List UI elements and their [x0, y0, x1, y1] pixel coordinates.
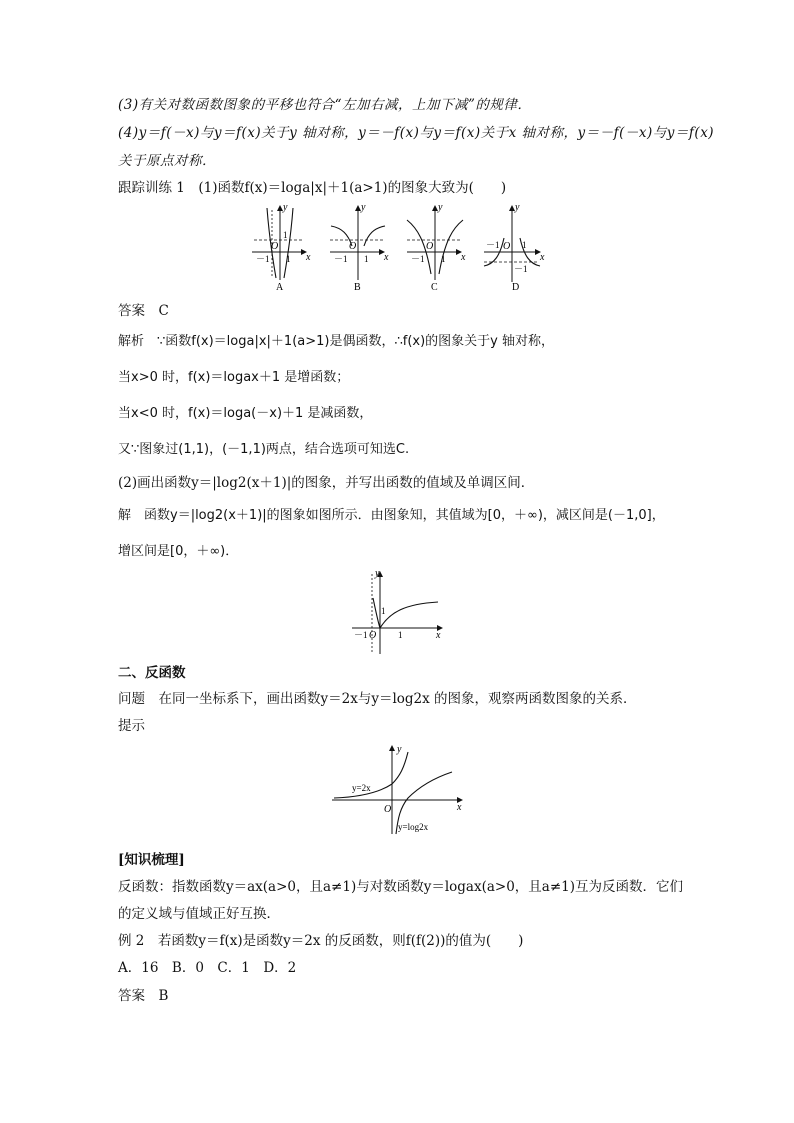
svg-text:x: x — [384, 252, 389, 263]
svg-text:1: 1 — [286, 254, 291, 264]
svg-text:O: O — [349, 241, 357, 252]
abs-log-graph — [350, 568, 450, 656]
definition-1: 反函数：指数函数y＝ax(a>0，且a≠1)与对数函数y＝logax(a>0，且a≠1)互为反函数．它们 — [118, 879, 684, 895]
svg-text:1: 1 — [381, 606, 386, 616]
svg-text:－1: －1 — [334, 254, 348, 264]
svg-text:1: 1 — [522, 240, 527, 250]
svg-text:x: x — [457, 802, 462, 813]
note-4-cont: 关于原点对称． — [118, 153, 216, 169]
note-3: (3)有关对数函数图象的平移也符合“左加右减，上加下减”的规律． — [118, 97, 532, 113]
svg-text:1: 1 — [441, 254, 446, 264]
analysis-2: 当x>0 时，f(x)＝logax＋1 是增函数； — [118, 370, 350, 385]
svg-text:－1: －1 — [354, 630, 368, 640]
option-b-label: B — [354, 282, 361, 293]
definition-2: 的定义域与值域正好互换． — [118, 906, 280, 922]
svg-text:1: 1 — [364, 254, 369, 264]
inverse-functions-graph — [330, 742, 470, 837]
svg-text:O: O — [503, 241, 511, 252]
option-a-label: A — [276, 282, 284, 293]
svg-text:y: y — [397, 744, 402, 755]
section-title: 二、反函数 — [118, 665, 186, 681]
solution-2: 增区间是[0，＋∞)． — [118, 544, 239, 559]
solution-1: 解 函数y＝|log2(x＋1)|的图象如图所示．由图象知，其值域为[0，＋∞)，减区间是(－1,0]， — [118, 508, 665, 523]
svg-text:O: O — [426, 241, 434, 252]
analysis-3: 当x<0 时，f(x)＝loga(－x)＋1 是减函数， — [118, 406, 373, 421]
svg-text:－1: －1 — [256, 254, 270, 264]
exercise-heading: 跟踪训练 1 (1)函数f(x)＝loga|x|＋1(a>1)的图象大致为( ) — [118, 180, 507, 196]
log-label: y=log2x — [398, 822, 429, 832]
svg-text:x: x — [436, 630, 441, 641]
note-4: (4)y＝f(－x)与y＝f(x)关于y 轴对称，y＝－f(x)与y＝f(x)关于x 轴对称，y＝－f(－x)与y＝f(x) — [118, 125, 715, 141]
example-2: 例 2 若函数y＝f(x)是函数y＝2x 的反函数，则f(f(2))的值为( ) — [118, 933, 524, 949]
svg-text:O: O — [384, 804, 392, 815]
svg-text:y: y — [375, 568, 380, 579]
choices: A．16 B．0 C．1 D．2 — [118, 960, 297, 976]
svg-text:x: x — [306, 252, 311, 263]
graph-option-d — [484, 202, 545, 293]
svg-text:x: x — [461, 252, 466, 263]
answer-2: 答案 B — [118, 988, 169, 1004]
svg-text:－1: －1 — [514, 264, 528, 274]
hint-label: 提示 — [118, 718, 145, 734]
svg-text:y: y — [283, 202, 288, 213]
svg-text:O: O — [271, 241, 279, 252]
svg-text:1: 1 — [283, 230, 288, 240]
graph-option-c — [407, 202, 466, 293]
analysis-4: 又∵图象过(1,1)，(－1,1)两点，结合选项可知选C. — [118, 442, 410, 457]
question-2: (2)画出函数y＝|log2(x＋1)|的图象，并写出函数的值域及单调区间． — [118, 475, 535, 491]
svg-text:－1: －1 — [486, 240, 500, 250]
svg-text:O: O — [369, 630, 377, 641]
svg-text:－1: －1 — [411, 254, 425, 264]
option-graphs — [250, 200, 550, 296]
graph-option-b — [330, 202, 389, 293]
exp-label: y=2x — [352, 783, 371, 793]
problem: 问题 在同一坐标系下，画出函数y＝2x与y＝log2x 的图象，观察两函数图象的关系． — [118, 691, 637, 707]
answer-1: 答案 C — [118, 303, 169, 319]
knowledge-heading: [知识梳理] — [118, 852, 185, 868]
svg-text:y: y — [438, 202, 443, 213]
graph-option-a — [252, 202, 311, 293]
svg-text:x: x — [540, 252, 545, 263]
svg-text:y: y — [515, 202, 520, 213]
option-d-label: D — [512, 282, 520, 293]
analysis-1: 解析 ∵函数f(x)＝loga|x|＋1(a>1)是偶函数，∴f(x)的图象关于y 轴对称， — [118, 334, 554, 349]
option-c-label: C — [431, 282, 438, 293]
svg-text:y: y — [361, 202, 366, 213]
svg-text:1: 1 — [398, 630, 403, 640]
